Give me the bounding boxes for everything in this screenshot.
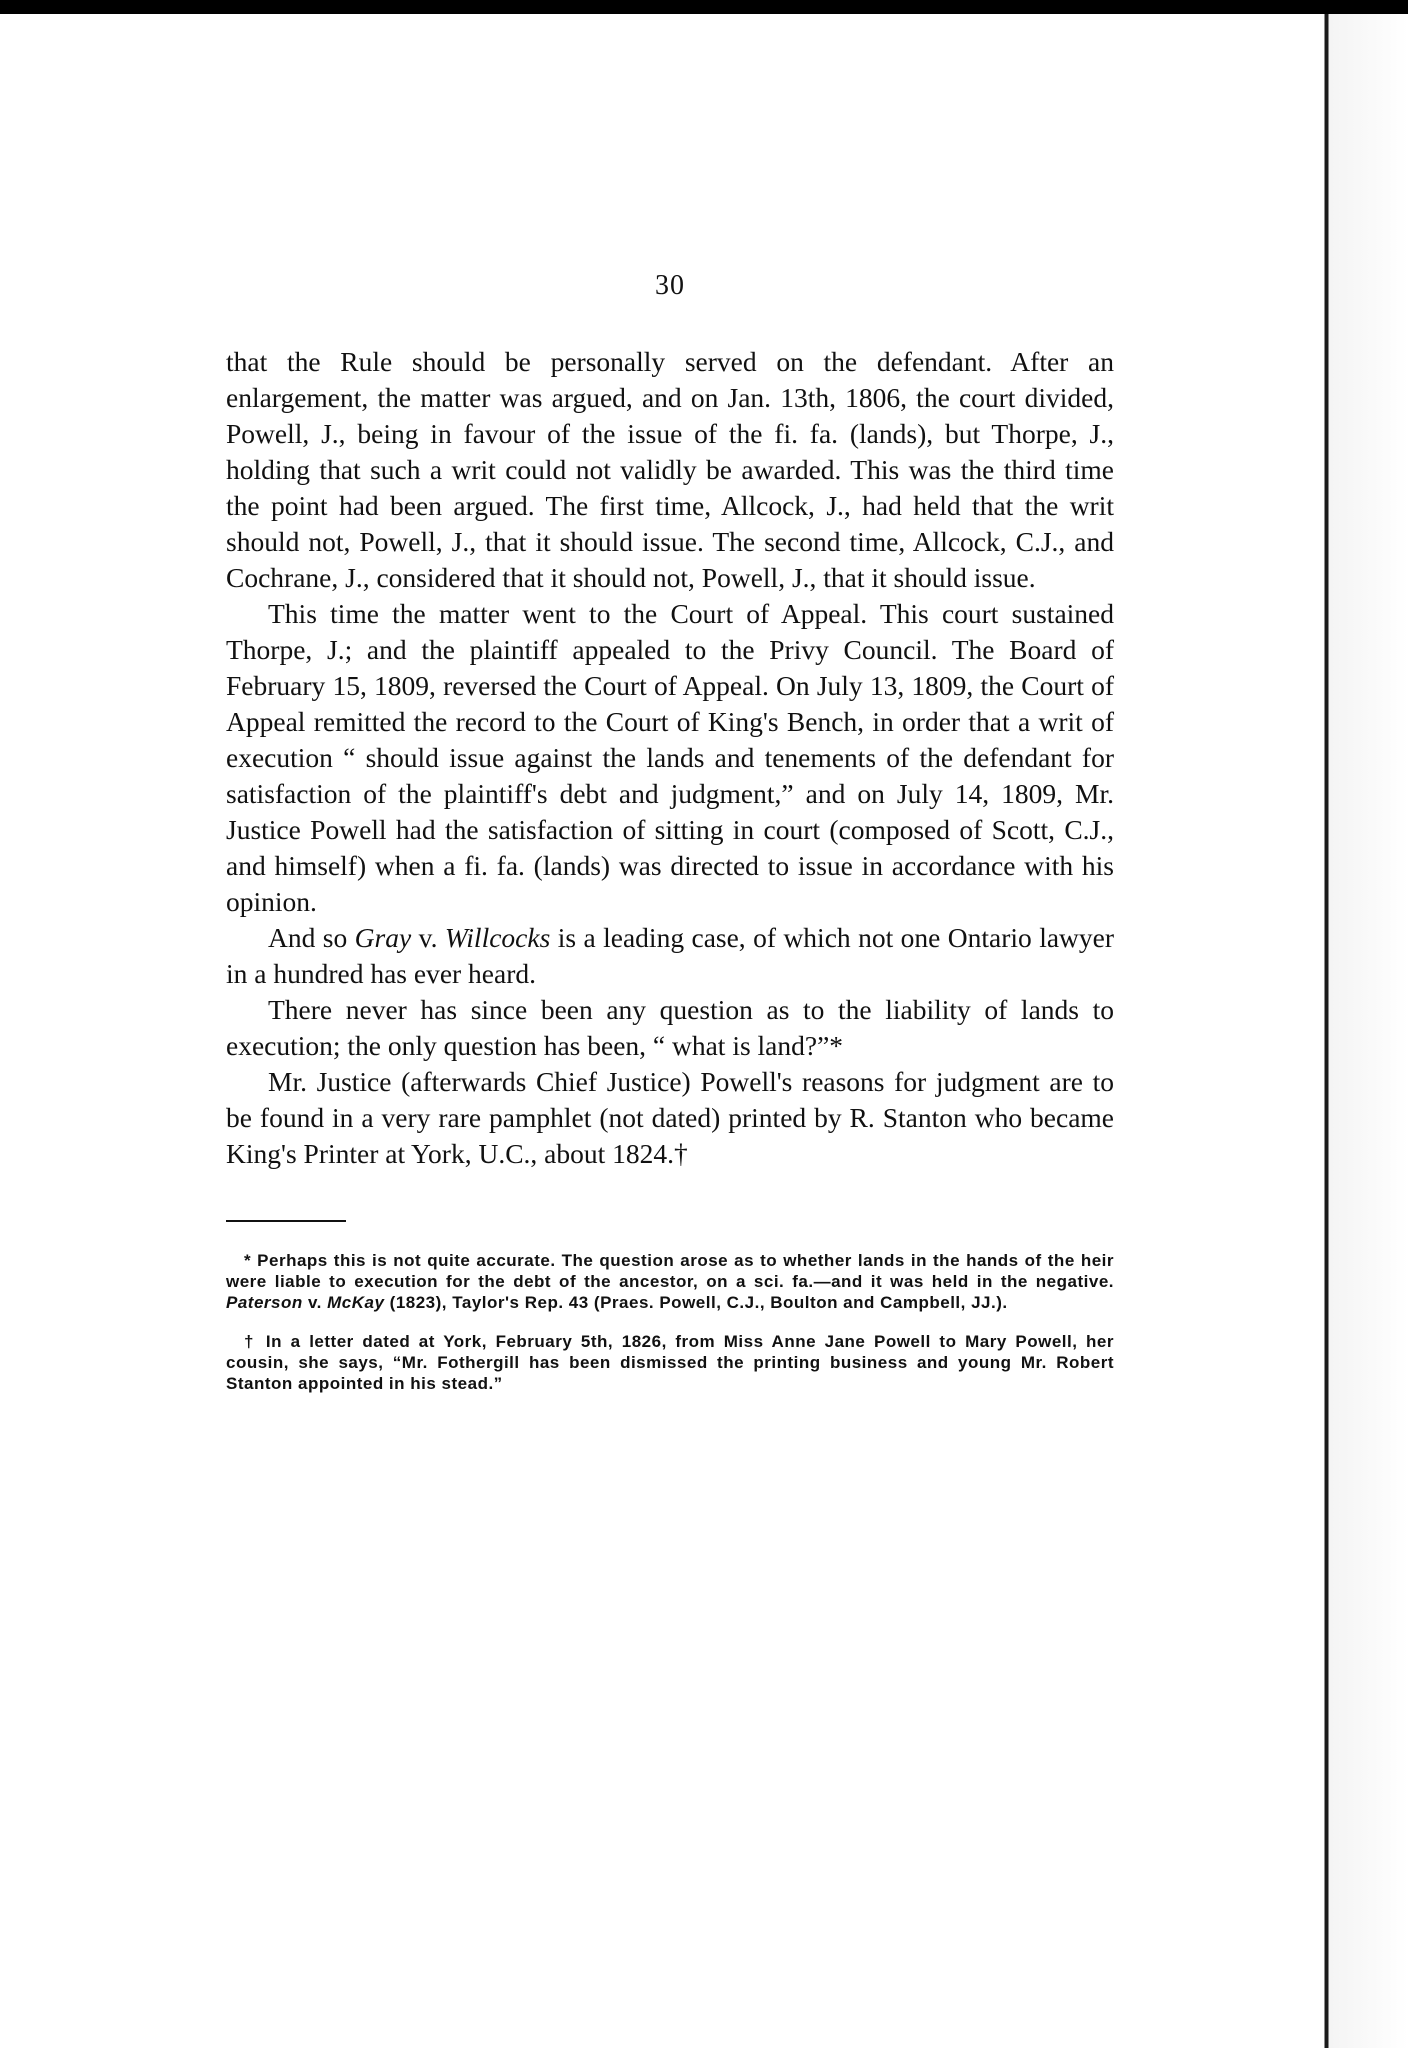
footnote-1-pre: * Perhaps this is not quite accurate. The question arose as to whether lands in the hands of the heir were liable to execution for the debt of the ancestor, on a sci. fa.—and it was held in the negative.: [226, 1251, 1114, 1291]
paragraph-1: that the Rule should be personally served on the defendant. After an enlargement, the matter was argued, and on Jan. 13th, 1806, the court divided, Powell, J., being in favour of the issue of the fi. fa. (lands), but Thorpe, J., holding that such a writ could not validly be awarded. This was the third time the point had been argued. The first time, Allcock, J., had held that the writ should not, Powell, J., that it should issue. The second time, Allcock, C.J., and Cochrane, J., considered that it should not, Powell, J., that it should issue.: [226, 346, 1114, 593]
case-name-gray: Gray: [354, 922, 412, 953]
case-name-mckay: McKay: [327, 1293, 385, 1312]
case-name-willcocks: Willcocks: [444, 922, 551, 953]
versus-text: v.: [411, 922, 445, 953]
case-name-paterson: Paterson: [226, 1293, 303, 1312]
footnote-1-versus: v.: [302, 1293, 328, 1312]
paragraph-5: Mr. Justice (afterwards Chief Justice) Powell's reasons for judgment are to be found in a very rare pamphlet (not dated) printed by R. Stanton who became King's Printer at York, U.C., about 1824.†: [226, 1066, 1114, 1169]
footnote-1: [226, 1250, 1114, 1313]
paragraph-2: This time the matter went to the Court of Appeal. This court sustained Thorpe, J.; and the plaintiff appealed to the Privy Council. The Board of February 15, 1809, reversed the Court of Appeal. On July 13, 1809, the Court of Appeal remitted the record to the Court of King's Bench, in order that a writ of execution “ should issue against the lands and tenements of the defendant for satisfaction of the plaintiff's debt and judgment,” and on July 14, 1809, Mr. Justice Powell had the satisfaction of sitting in court (composed of Scott, C.J., and himself) when a fi. fa. (lands) was directed to issue in accordance with his opinion.: [226, 598, 1114, 917]
paragraph-4: There never has since been any question as to the liability of lands to execution; the only question has been, “ what is land?”*: [226, 994, 1114, 1061]
paragraph-3-post: is a leading case, of which not one Ontario lawyer in a hundred has ever heard.: [226, 922, 1115, 989]
document-page: [226, 270, 1114, 1412]
footnote-2: † In a letter dated at York, February 5th, 1826, from Miss Anne Jane Powell to Mary Powell, her cousin, she says, “Mr. Fothergill has been dismissed the printing business and young Mr. Robert Stanton appointed in his stead.”: [226, 1332, 1114, 1393]
page-number: 30: [655, 270, 685, 301]
scan-right-edge: [1322, 14, 1408, 2048]
footnote-divider: [226, 1220, 346, 1222]
scan-top-border: [0, 0, 1408, 14]
paragraph-3-pre: And so: [268, 922, 355, 953]
paragraph-3: [226, 920, 1114, 992]
footnote-1-post: (1823), Taylor's Rep. 43 (Praes. Powell, C.J., Boulton and Campbell, JJ.).: [384, 1293, 1008, 1312]
